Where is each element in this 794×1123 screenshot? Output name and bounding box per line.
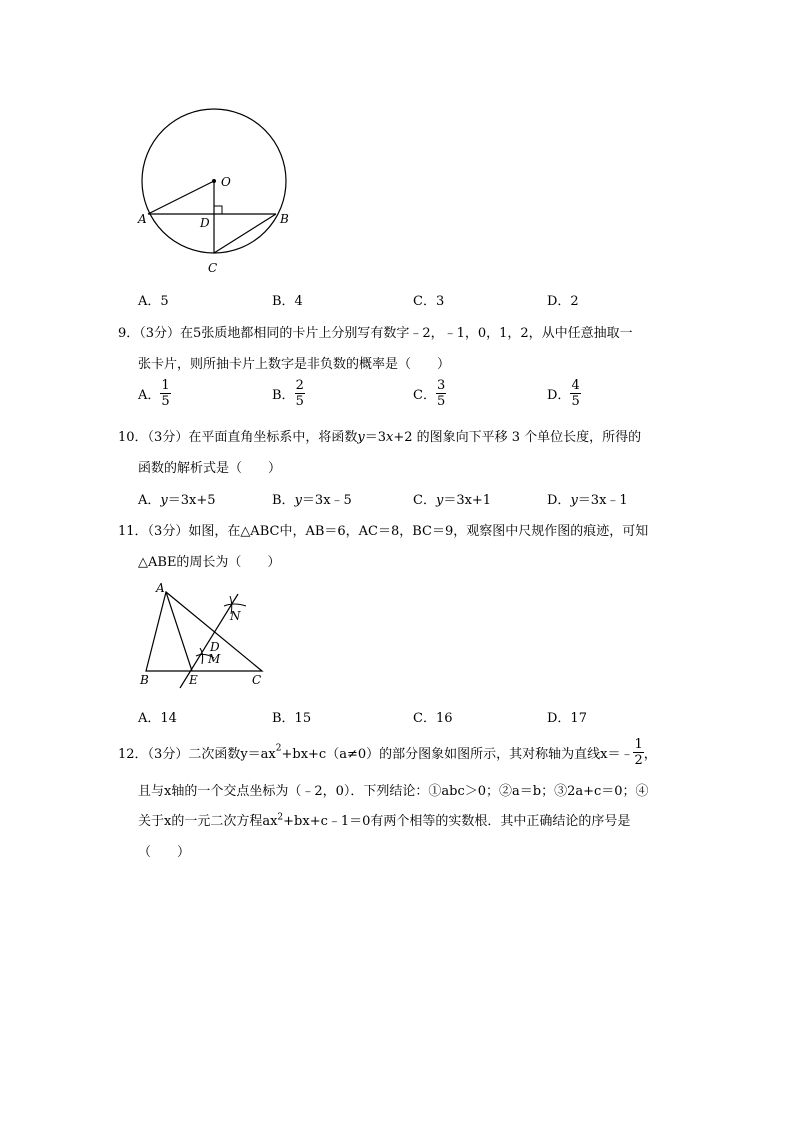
q11-stem-line1: 11．（3分）如图，在△ABC中，AB＝6，AC＝8，BC＝9，观察图中尺规作图的痕迹，可知 (118, 524, 649, 539)
q9-option-b[interactable] (272, 379, 305, 408)
q9-option-a[interactable] (138, 379, 171, 408)
label-a: A (138, 212, 147, 226)
q10-option-a[interactable]: A．y＝3x+5 (138, 493, 216, 508)
q9-option-c[interactable] (413, 379, 446, 408)
q8-option-a[interactable]: A．5 (138, 294, 169, 309)
circle-figure (130, 95, 310, 285)
q11-stem-line2: △ABE的周长为（ ） (138, 555, 281, 570)
label-m: M (208, 652, 221, 666)
q10-stem-line2: 函数的解析式是（ ） (138, 461, 282, 476)
q8-option-d[interactable]: D．2 (547, 294, 579, 309)
q11-option-b[interactable]: B．15 (272, 711, 312, 726)
q10-option-c[interactable]: C．y＝3x+1 (413, 493, 492, 508)
label-o: O (221, 175, 231, 189)
label-c: C (208, 261, 218, 275)
label-a: A (156, 581, 165, 595)
segment-oa (148, 181, 214, 214)
q11-option-a[interactable]: A．14 (138, 711, 177, 726)
q9-stem-line1: 9．（3分）在5张质地都相同的卡片上分别写有数字﹣2，﹣1，0，1，2，从中任意抽取一 (118, 326, 633, 341)
label-b: B (280, 212, 289, 226)
label-d: D (210, 640, 220, 654)
q10-stem-line1: 10．（3分）在平面直角坐标系中，将函数y＝3x+2 的图象向下平移 3 个单位长度，所得的 (118, 430, 642, 445)
q12-stem-line1: 12．（3分）二次函数$y=ax^2+bx+c(a\ne 0)$的部分图象如图所示，其对称轴为直线x＝﹣ $\frac{1}{2}$ ， (118, 737, 657, 768)
label-c: C (252, 673, 262, 687)
q9-option-a-letter: A． (138, 388, 161, 403)
q9-option-b-fraction: $\frac{2}{5}$ (295, 378, 304, 409)
arc-n (224, 604, 246, 606)
label-d: D (200, 216, 210, 230)
label-b: B (140, 673, 149, 687)
label-n: N (230, 609, 241, 623)
q9-stem-line2: 张卡片，则所抽卡片上数字是非负数的概率是（ ） (138, 357, 451, 372)
triangle-abc (146, 592, 262, 671)
q12-stem-line2: 且与x轴的一个交点坐标为（﹣2，0）．下列结论：①abc＞0；②a＝b；③2a+c＝0；④ (138, 784, 649, 799)
q8-option-c[interactable]: C．3 (413, 294, 445, 309)
segment-cb (214, 214, 276, 253)
q9-option-d-fraction: $\frac{4}{5}$ (571, 378, 580, 409)
q12-stem-line3: 关于x的一元二次方程$ax^2+bx+c﹣1=0$有两个相等的实数根．其中正确结论的序号是 (138, 812, 631, 829)
q12-fraction: $\frac{1}{2}$ (634, 737, 643, 768)
q9-option-d[interactable] (547, 379, 581, 408)
q9-option-c-fraction: $\frac{3}{5}$ (436, 378, 446, 409)
q9-option-a-fraction: $\frac{1}{5}$ (161, 378, 170, 409)
q11-option-c[interactable]: C．16 (413, 711, 453, 726)
q10-option-b[interactable]: B．y＝3x﹣5 (272, 493, 352, 508)
q9-option-b-letter: B． (272, 388, 295, 403)
q8-option-b[interactable]: B．4 (272, 294, 303, 309)
q9-option-c-letter: C． (413, 388, 436, 403)
q12-stem-line4: （ ） (138, 845, 191, 860)
q10-option-d[interactable]: D．y＝3x﹣1 (547, 493, 628, 508)
triangle-construction-figure (132, 580, 272, 692)
right-angle-mark (214, 206, 222, 214)
q11-option-d[interactable]: D．17 (547, 711, 587, 726)
center-dot (212, 179, 216, 183)
segment-ae (166, 592, 192, 671)
label-e: E (189, 673, 198, 687)
q9-option-d-letter: D． (547, 388, 571, 403)
